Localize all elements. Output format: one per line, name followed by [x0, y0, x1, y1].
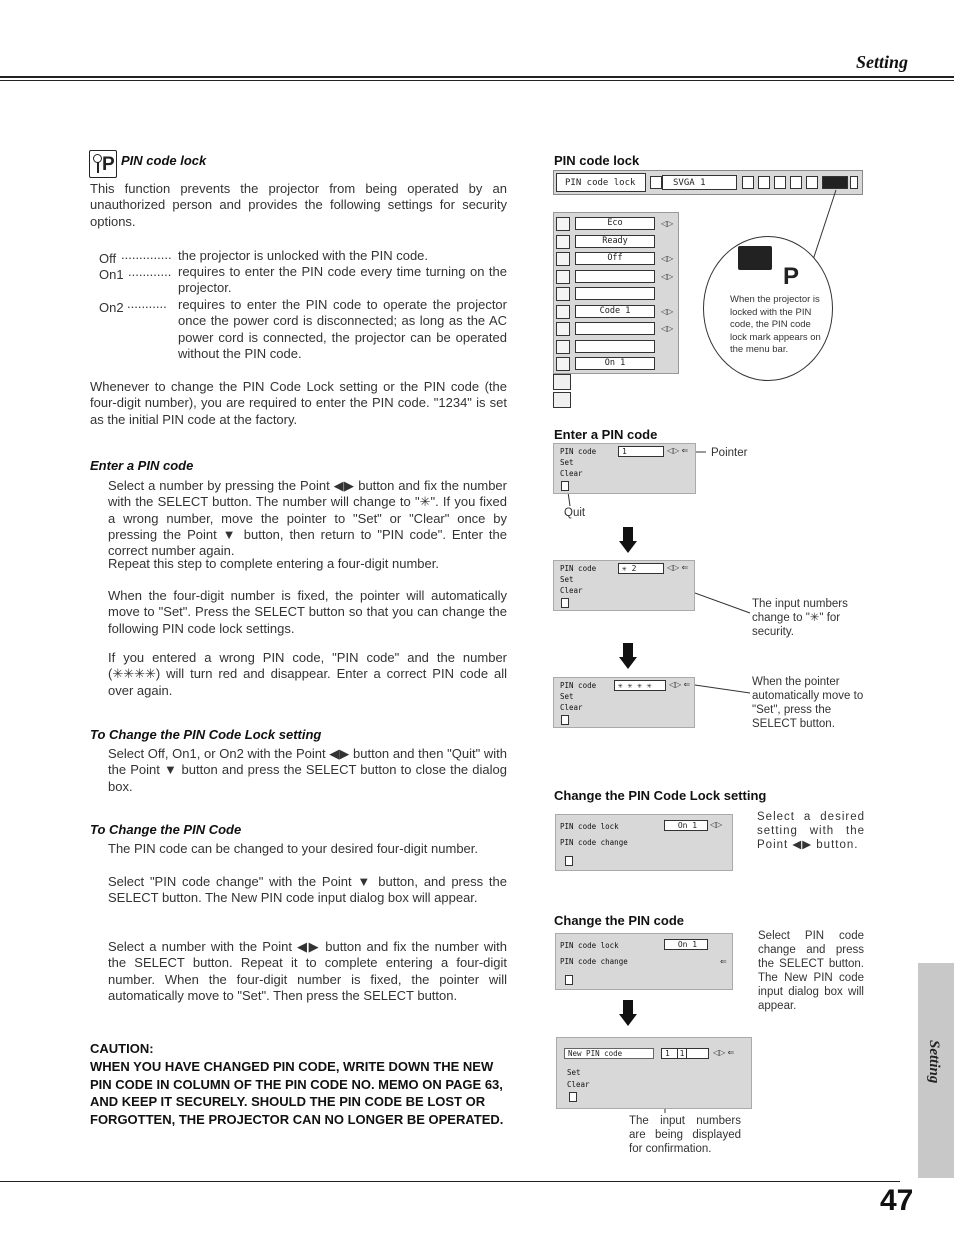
down-arrow-icon — [619, 643, 637, 671]
dialog-label: Clear — [567, 1080, 590, 1089]
quit-icon — [565, 975, 573, 985]
fig4-note: Select PIN code change and press the SELECT button. The New PIN code input dialog box will appear. — [758, 930, 864, 1012]
pin-dialog-2 — [553, 560, 695, 611]
option-label: On2 — [99, 300, 124, 315]
dialog-label: PIN code — [560, 447, 597, 456]
option-dots: ............ — [128, 264, 172, 279]
dialog-label: PIN code — [560, 564, 597, 573]
section-title: Setting — [855, 52, 908, 72]
pin-change-dialog — [555, 933, 733, 990]
caution-title: CAUTION: — [90, 1041, 154, 1056]
arrow-icon: ◁▷ — [661, 219, 674, 228]
dialog-label: Clear — [560, 469, 583, 478]
option-desc: requires to enter the PIN code every time turning on the projector. — [178, 264, 507, 296]
lock-setting-dialog — [555, 814, 733, 871]
quit-icon — [561, 715, 569, 725]
footer-rule — [0, 1181, 900, 1182]
circle-note: When the projector is locked with the PIN code, the PIN code lock mark appears on the menu bar. — [730, 294, 821, 355]
option-dots: .............. — [121, 247, 172, 262]
new-pin-digit: 1 — [677, 1048, 688, 1059]
down-arrow-icon — [619, 527, 637, 555]
dialog-label: Set — [560, 692, 574, 701]
option-desc: the projector is unlocked with the PIN code. — [178, 248, 429, 263]
down-arrow-icon — [619, 1000, 637, 1028]
pin-lock-icon: P — [89, 150, 117, 178]
menu-field: Ready — [575, 235, 655, 248]
pin-dialog-1 — [553, 443, 696, 494]
arrow-icon: ◁▷ — [710, 820, 723, 829]
dialog-label: Set — [560, 458, 574, 467]
lock-value: On 1 — [664, 820, 708, 831]
quit-icon — [561, 481, 569, 491]
fig2-heading: Enter a PIN code — [554, 427, 658, 442]
arrow-icon: ◁▷ — [661, 254, 674, 263]
option-desc: requires to enter the PIN code to operate the projector once the power cord is disconnected; as long as the AC power cord is connected, the projector can be operated without the PIN code. — [178, 297, 507, 361]
side-tab-label: Setting — [926, 1040, 942, 1084]
enter-pin-p1: Select a number by pressing the Point ◀▶ button and fix the number with the SELECT button. The number will change to "✳". If you fixed a wrong number, move the pointer to "Set" or "Clear" once by pressing the Point ▼ button, then return to "PIN code". Enter the correct number again. — [108, 478, 507, 559]
dialog-label: PIN code lock — [560, 822, 619, 831]
option-dots: ........... — [127, 296, 167, 311]
enter-pin-heading: Enter a PIN code — [90, 458, 194, 473]
option-label: On1 — [99, 267, 124, 282]
enter-pin-p2: When the four-digit number is fixed, the pointer will automatically move to "Set". Press the SELECT button so that you can change the following PIN code lock settings. — [108, 588, 507, 636]
pointer-icon: ⇐ — [720, 957, 727, 966]
new-pin-label: New PIN code — [564, 1048, 654, 1059]
arrow-icon: ◁▷ ⇐ — [667, 563, 689, 572]
whenever-paragraph: Whenever to change the PIN Code Lock setting or the PIN code (the four-digit number), you are required to enter the PIN code. "1234" is set as the initial PIN code at the factory. — [90, 379, 507, 427]
menu-field: On 1 — [575, 357, 655, 370]
dialog-label: Set — [567, 1068, 581, 1077]
dialog-label: PIN code change — [560, 838, 628, 847]
dialog-label: PIN code — [560, 681, 597, 690]
fig1-heading: PIN code lock — [554, 153, 640, 168]
quit-note: Quit — [564, 507, 586, 519]
dialog-label: Clear — [560, 703, 583, 712]
menu-field: Off — [575, 252, 655, 265]
change-setting-p: Select Off, On1, or On2 with the Point ◀▶ button and then "Quit" with the Point ▼ button and press the SELECT button to close the dialog box. — [108, 746, 507, 794]
enter-pin-p3: If you entered a wrong PIN code, "PIN code" and the number (✳✳✳✳) will turn red and disappear. Enter a correct PIN code all over again. — [108, 650, 507, 698]
pin-input: ✳ 2 — [618, 563, 664, 574]
pointer-note: Pointer — [711, 447, 748, 459]
dialog-label: Set — [560, 575, 574, 584]
arrow-icon: ◁▷ — [661, 324, 674, 333]
option-label: Off — [99, 251, 117, 266]
quit-icon — [561, 598, 569, 608]
quit-icon — [565, 856, 573, 866]
fig3-note: Select a desired setting with the Point ◀▶ button. — [757, 811, 865, 851]
new-pin-input — [661, 1048, 709, 1059]
caution-text: WHEN YOU HAVE CHANGED PIN CODE, WRITE DOWN THE NEW PIN CODE IN COLUMN OF THE PIN CODE NO. MEMO ON PAGE 63, AND KEEP IT SECURELY. SHOULD THE PIN CODE BE LOST OR FORGOTTEN, THE PROJECTOR CAN NO LONGER BE OPERATED. — [90, 1058, 504, 1128]
security-note: The input numbers change to "✳" for security. — [752, 598, 848, 638]
confirm-note: The input numbers are being displayed for confirmation. — [629, 1115, 741, 1155]
change-setting-heading: To Change the PIN Code Lock setting — [90, 727, 322, 742]
menubar-value: SVGA 1 — [662, 175, 737, 190]
pin-mark-icon: P — [783, 263, 800, 290]
new-pin-digit: 1 — [665, 1049, 670, 1058]
pin-lock-heading: PIN code lock — [121, 153, 207, 168]
change-code-p3: Select a number with the Point ◀▶ button and fix the number with the SELECT button. Repeat it to complete entering a four-digit number. When the four-digit number is fixed, the pointer will automatically move to "Set". Then press the SELECT button. — [108, 939, 507, 1003]
dialog-label: PIN code change — [560, 957, 628, 966]
fig3-heading: Change the PIN Code Lock setting — [554, 788, 767, 803]
arrow-icon: ◁▷ ⇐ — [667, 446, 689, 455]
pin-input: ✳ ✳ ✳ ✳ — [614, 680, 666, 691]
arrow-icon: ◁▷ ⇐ — [669, 680, 691, 689]
menu-field: Eco — [575, 217, 655, 230]
dialog-label: Clear — [560, 586, 583, 595]
pin-lock-mark-icon — [738, 246, 772, 270]
fig4-heading: Change the PIN code — [554, 913, 685, 928]
change-code-p1: The PIN code can be changed to your desired four-digit number. — [108, 841, 478, 856]
menu-field: Code 1 — [575, 305, 655, 318]
dialog-label: PIN code lock — [560, 941, 619, 950]
intro-paragraph: This function prevents the projector from being operated by an unauthorized person and provides the following settings for security options. — [90, 181, 507, 229]
pin-dialog-3 — [553, 677, 695, 728]
page-number: 47 — [880, 1184, 914, 1217]
lock-value: On 1 — [664, 939, 708, 950]
change-code-heading: To Change the PIN Code — [90, 822, 242, 837]
arrow-icon: ◁▷ ⇐ — [713, 1048, 735, 1057]
arrow-icon: ◁▷ — [661, 307, 674, 316]
set-note: When the pointer automatically move to "Set", press the SELECT button. — [752, 676, 864, 730]
change-code-p2: Select "PIN code change" with the Point ▼ button, and press the SELECT button. The New PIN code input dialog box will appear. — [108, 874, 507, 906]
arrow-icon: ◁▷ — [661, 272, 674, 281]
quit-icon — [569, 1092, 577, 1102]
new-pin-dialog — [556, 1037, 752, 1109]
menubar-label: PIN code lock — [556, 173, 646, 192]
pin-input: 1 — [618, 446, 664, 457]
enter-pin-p1b: Repeat this step to complete entering a four-digit number. — [108, 556, 439, 571]
